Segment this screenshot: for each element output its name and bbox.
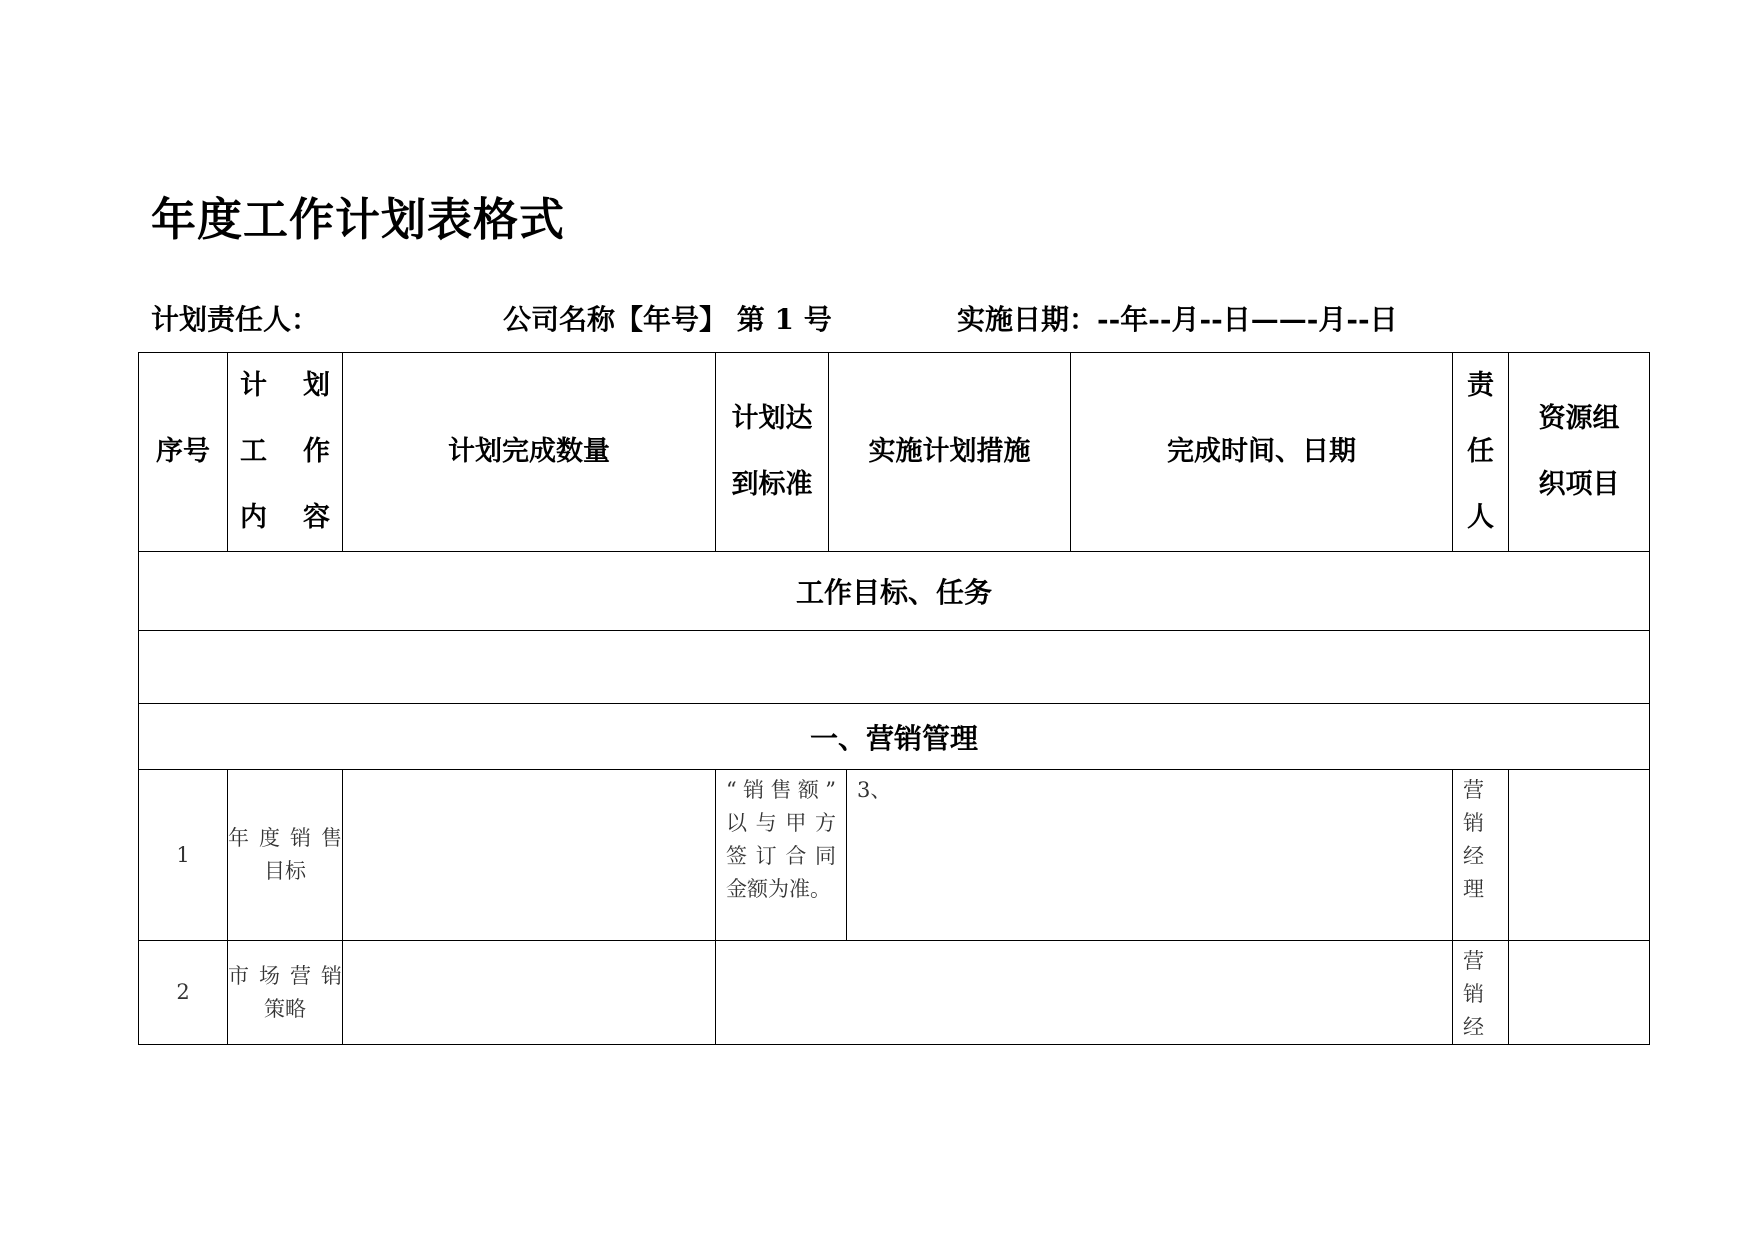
table-row: [139, 770, 1650, 941]
header-responsible-person: 责 任 人: [1453, 353, 1509, 552]
row-planned-quantity: [343, 941, 716, 1045]
plan-responsible-label: 计划责任人：: [151, 303, 320, 336]
header-work-content: 计划 工作 内容: [228, 353, 343, 552]
row-seq: 1: [139, 770, 228, 941]
section-row-goals: [139, 552, 1650, 631]
page-title: 年度工作计划表格式: [151, 193, 566, 246]
company-name-label: 公司名称【年号】 第 1 号: [503, 303, 832, 336]
row-resource-items: [1509, 770, 1650, 941]
header-completion-time: 完成时间、日期: [1071, 353, 1453, 552]
row-responsible-person: 营 销 经: [1453, 941, 1509, 1045]
row-measures: 3、: [847, 770, 1453, 941]
header-seq: 序号: [139, 353, 228, 552]
blank-row: [139, 631, 1650, 704]
header-row: [139, 353, 1650, 552]
section-goals-title: 工作目标、任务: [139, 552, 1650, 631]
row-planned-quantity: [343, 770, 716, 941]
work-plan-table: [138, 352, 1650, 1045]
row-work-content: 市场营销 策略: [228, 941, 343, 1045]
section-marketing-title: 一、营销管理: [139, 704, 1650, 770]
header-planned-quantity: 计划完成数量: [343, 353, 716, 552]
section-row-marketing: [139, 704, 1650, 770]
implementation-date-label: 实施日期：--年--月--日——-月--日: [957, 303, 1398, 336]
row-planned-standard: “销售额” 以与甲方 签订合同 金额为准。: [716, 770, 847, 941]
table-row: [139, 941, 1650, 1045]
header-planned-standard: 计划达 到标准: [716, 353, 829, 552]
row-responsible-person: 营 销 经 理: [1453, 770, 1509, 941]
header-resource-items: 资源组 织项目: [1509, 353, 1650, 552]
header-implementation-measures: 实施计划措施: [829, 353, 1071, 552]
row-work-content: 年度销售 目标: [228, 770, 343, 941]
row-seq: 2: [139, 941, 228, 1045]
row-measures: [716, 941, 1453, 1045]
blank-cell: [139, 631, 1650, 704]
row-resource-items: [1509, 941, 1650, 1045]
